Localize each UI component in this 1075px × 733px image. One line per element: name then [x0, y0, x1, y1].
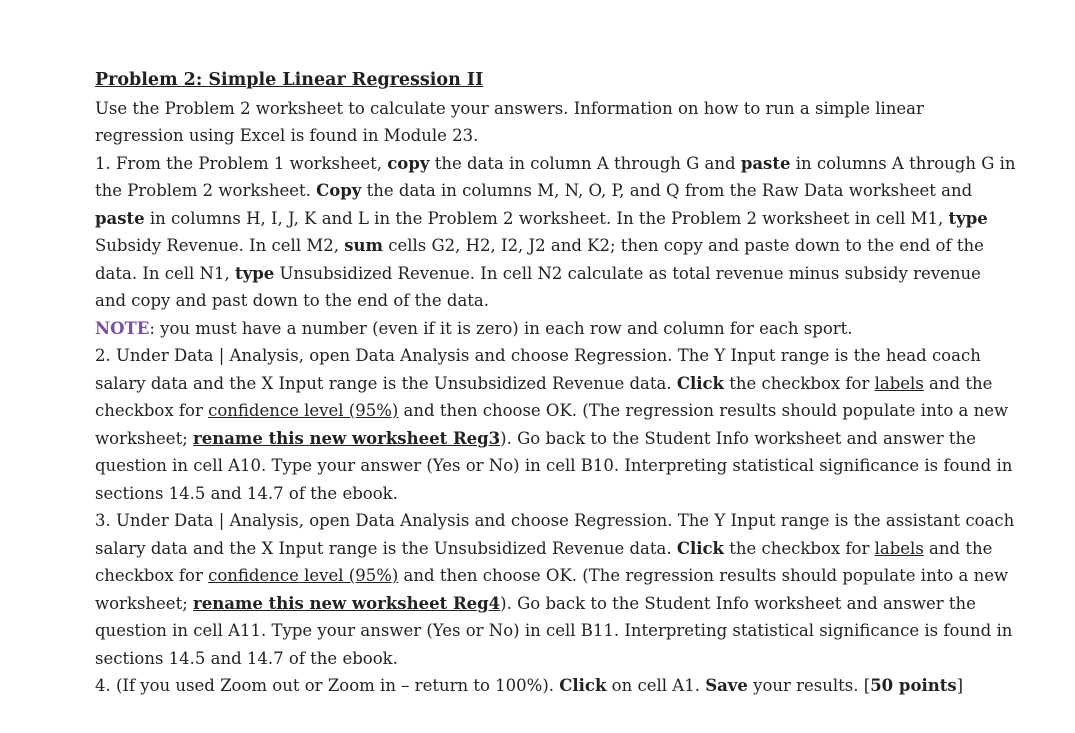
bold-text: sum: [344, 236, 383, 255]
bold-text: Save: [705, 676, 748, 695]
text: Subsidy Revenue. In cell M2,: [95, 236, 345, 255]
text: and the checkbox for: [95, 373, 993, 420]
bold-text: Copy: [316, 181, 362, 200]
text: 1. From the Problem 1 worksheet,: [95, 153, 388, 173]
text: the data in column A through G and: [429, 153, 741, 173]
text: ]: [956, 676, 964, 695]
bold-text: paste: [95, 208, 145, 228]
underlined-text: confidence level (95%): [208, 566, 399, 585]
bold-underlined-text: rename this new worksheet Reg3: [193, 428, 501, 448]
text: your results. [: [747, 676, 871, 695]
bold-text: paste: [740, 153, 791, 173]
step-2-paragraph: [95, 342, 1017, 507]
text: Unsubsidized Revenue. In cell N2 calculate as total revenue minus subsidy revenue and copy and past down to the end of the data.: [95, 263, 981, 310]
step-4-paragraph: [95, 672, 1017, 700]
note-label: NOTE: [95, 318, 150, 338]
bold-text: Click: [676, 538, 724, 558]
intro-paragraph: Use the Problem 2 worksheet to calculate your answers. Information on how to run a simple linear regression using Excel is found in Module 23.: [95, 98, 924, 145]
text: in columns A through G in the Problem 2 worksheet.: [95, 153, 1016, 200]
text: the checkbox for: [724, 538, 875, 558]
bold-text: copy: [387, 153, 430, 173]
text: 4. (If you used Zoom out or Zoom in – return to 100%).: [95, 676, 560, 695]
text: ). Go back to the Student Info worksheet and answer the question in cell A10. Type your answer (Yes or No) in cell B10. Interpreting statistical significance is found in sections 14.5 and 14.7 of the ebook.: [95, 428, 1013, 503]
text: 3. Under Data | Analysis, open Data Analysis and choose Regression. The Y Input range is the assistant coach salary data and the X Input range is the Unsubsidized Revenue data.: [95, 511, 1015, 558]
text: in columns H, I, J, K and L in the Problem 2 worksheet. In the Problem 2 worksheet in cell M1,: [144, 208, 949, 228]
note-text: : you must have a number (even if it is zero) in each row and column for each sport.: [149, 318, 853, 338]
text: and then choose OK. (The regression results should populate into a new worksheet;: [95, 566, 1009, 613]
underlined-text: labels: [874, 538, 924, 558]
text: and the checkbox for: [95, 538, 993, 585]
bold-text: Click: [559, 676, 607, 695]
text: the checkbox for: [724, 373, 875, 393]
bold-underlined-text: rename this new worksheet Reg4: [193, 593, 501, 613]
step-1-paragraph: [95, 150, 1017, 315]
text: cells G2, H2, I2, J2 and K2; then copy and paste down to the end of the data. In cell N1,: [95, 236, 984, 283]
step-3-paragraph: [95, 507, 1017, 672]
text: the data in columns M, N, O, P, and Q from the Raw Data worksheet and: [361, 181, 973, 200]
text: and then choose OK. (The regression results should populate into a new worksheet;: [95, 401, 1009, 448]
underlined-text: confidence level (95%): [208, 401, 399, 420]
bold-text: 50 points: [870, 676, 957, 695]
text: 2. Under Data | Analysis, open Data Analysis and choose Regression. The Y Input range is the head coach salary data and the X Input range is the Unsubsidized Revenue data.: [95, 346, 981, 393]
bold-text: Click: [676, 373, 724, 393]
text: ). Go back to the Student Info worksheet and answer the question in cell A11. Type your answer (Yes or No) in cell B11. Interpreting statistical significance is found in sections 14.5 and 14.7 of the ebook.: [95, 593, 1013, 668]
bold-text: type: [234, 263, 275, 283]
text: on cell A1.: [606, 676, 706, 695]
problem-title: Problem 2: Simple Linear Regression II: [95, 70, 484, 90]
underlined-text: labels: [874, 373, 924, 393]
note-paragraph: [95, 315, 1017, 343]
bold-text: type: [948, 208, 988, 228]
